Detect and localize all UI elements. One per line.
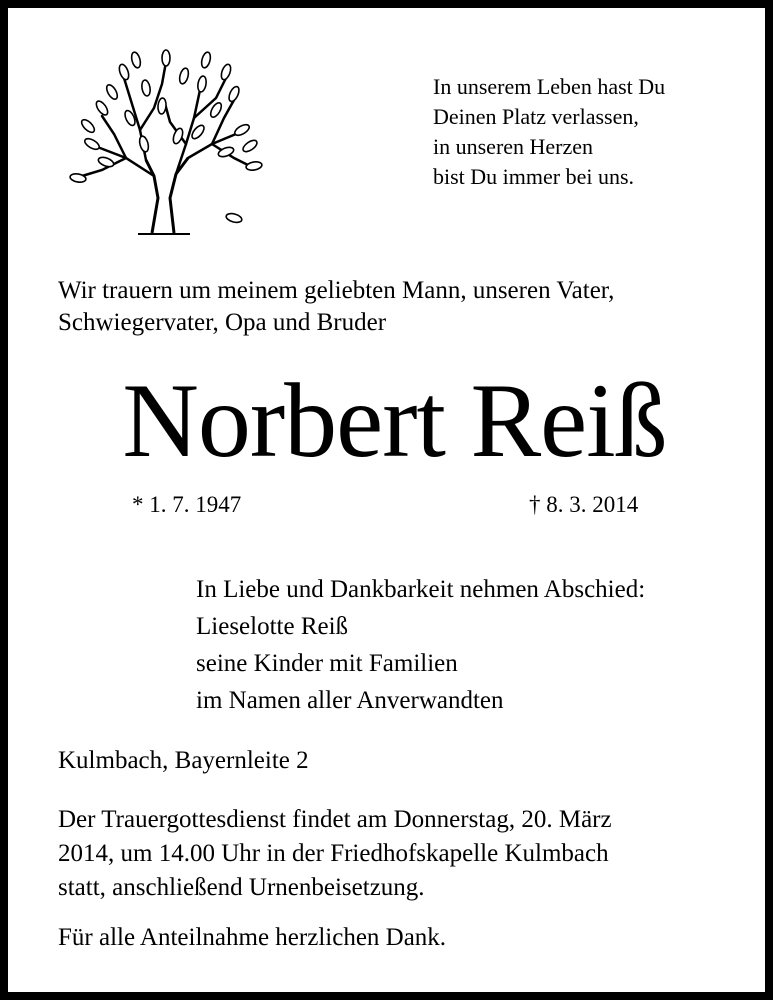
thanks-note: Für alle Anteilnahme herzlichen Dank.: [58, 924, 447, 951]
mourners-line: Lieselotte Reiß: [196, 613, 349, 640]
service-line: Der Trauergottesdienst findet am Donnerstag, 20. März: [58, 806, 612, 833]
intro-line: Wir trauern um meinem geliebten Mann, unseren Vater,: [58, 277, 615, 304]
mourners-line: im Namen aller Anverwandten: [196, 687, 504, 714]
deceased-name: Norbert Reiß: [122, 362, 667, 479]
poem-line: in unseren Herzen: [433, 134, 594, 159]
mourners-block: [196, 571, 645, 719]
address: Kulmbach, Bayernleite 2: [58, 747, 309, 774]
tree-icon: [66, 48, 266, 238]
service-line: statt, anschließend Urnenbeisetzung.: [58, 874, 425, 901]
death-date: † 8. 3. 2014: [529, 492, 639, 517]
mourners-line: In Liebe und Dankbarkeit nehmen Abschied:: [196, 576, 646, 603]
poem-verse: [433, 72, 665, 192]
poem-line: Deinen Platz verlassen,: [433, 104, 639, 129]
poem-line: bist Du immer bei uns.: [433, 164, 635, 189]
birth-date: * 1. 7. 1947: [132, 492, 242, 517]
service-info: [58, 803, 612, 905]
service-line: 2014, um 14.00 Uhr in der Friedhofskapelle Kulmbach: [58, 840, 609, 867]
mourning-intro: [58, 275, 614, 339]
mourners-line: seine Kinder mit Familien: [196, 650, 458, 677]
poem-line: In unserem Leben hast Du: [433, 74, 666, 99]
intro-line: Schwiegervater, Opa und Bruder: [58, 309, 387, 336]
